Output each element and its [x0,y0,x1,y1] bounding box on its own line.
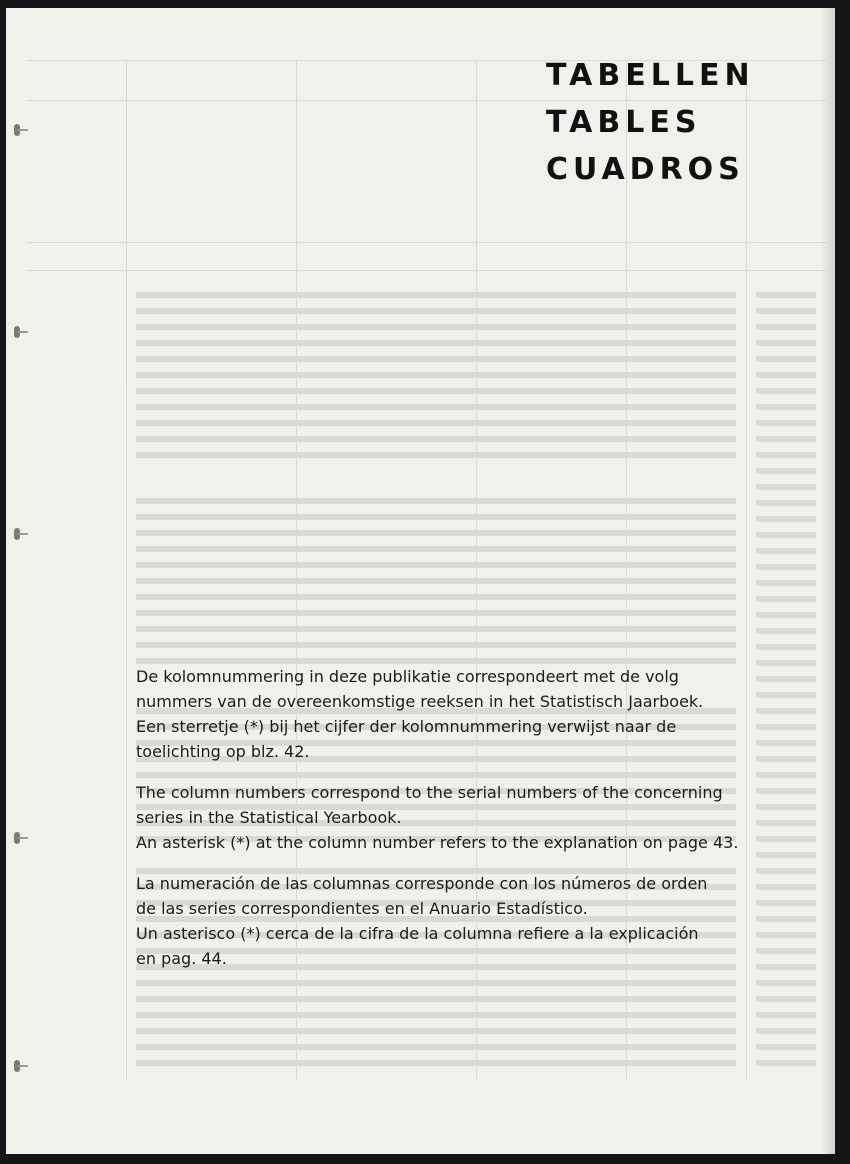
note-line: Un asterisco (*) cerca de la cifra de la columna refiere a la explicación [136,924,699,943]
binding-holes [12,8,32,1154]
column-numbering-notes [136,664,776,987]
note-line: toelichting op blz. 42. [136,742,310,761]
heading-english: TABLES [546,105,702,140]
page-heading [546,52,826,193]
note-spanish [136,871,776,971]
note-line: Een sterretje (*) bij het cijfer der kolomnummering verwijst naar de [136,717,677,736]
note-line: An asterisk (*) at the column number refers to the explanation on page 43. [136,833,739,852]
note-line: De kolomnummering in deze publikatie correspondeert met de volg [136,667,679,686]
note-line: de las series correspondientes en el Anuario Estadístico. [136,899,588,918]
binding-hole [14,832,20,844]
heading-dutch: TABELLEN [546,58,755,93]
note-line: The column numbers correspond to the serial numbers of the concerning [136,783,723,802]
note-dutch [136,664,776,764]
binding-hole [14,528,20,540]
binding-hole [14,326,20,338]
heading-spanish: CUADROS [546,152,745,187]
paper-sheet [6,8,835,1154]
note-line: series in the Statistical Yearbook. [136,808,402,827]
note-english [136,780,776,855]
binding-hole [14,1060,20,1072]
note-line: en pag. 44. [136,949,227,968]
note-line: nummers van de overeenkomstige reeksen in het Statistisch Jaarboek. [136,692,704,711]
note-line: La numeración de las columnas corresponde con los números de orden [136,874,708,893]
binding-hole [14,124,20,136]
